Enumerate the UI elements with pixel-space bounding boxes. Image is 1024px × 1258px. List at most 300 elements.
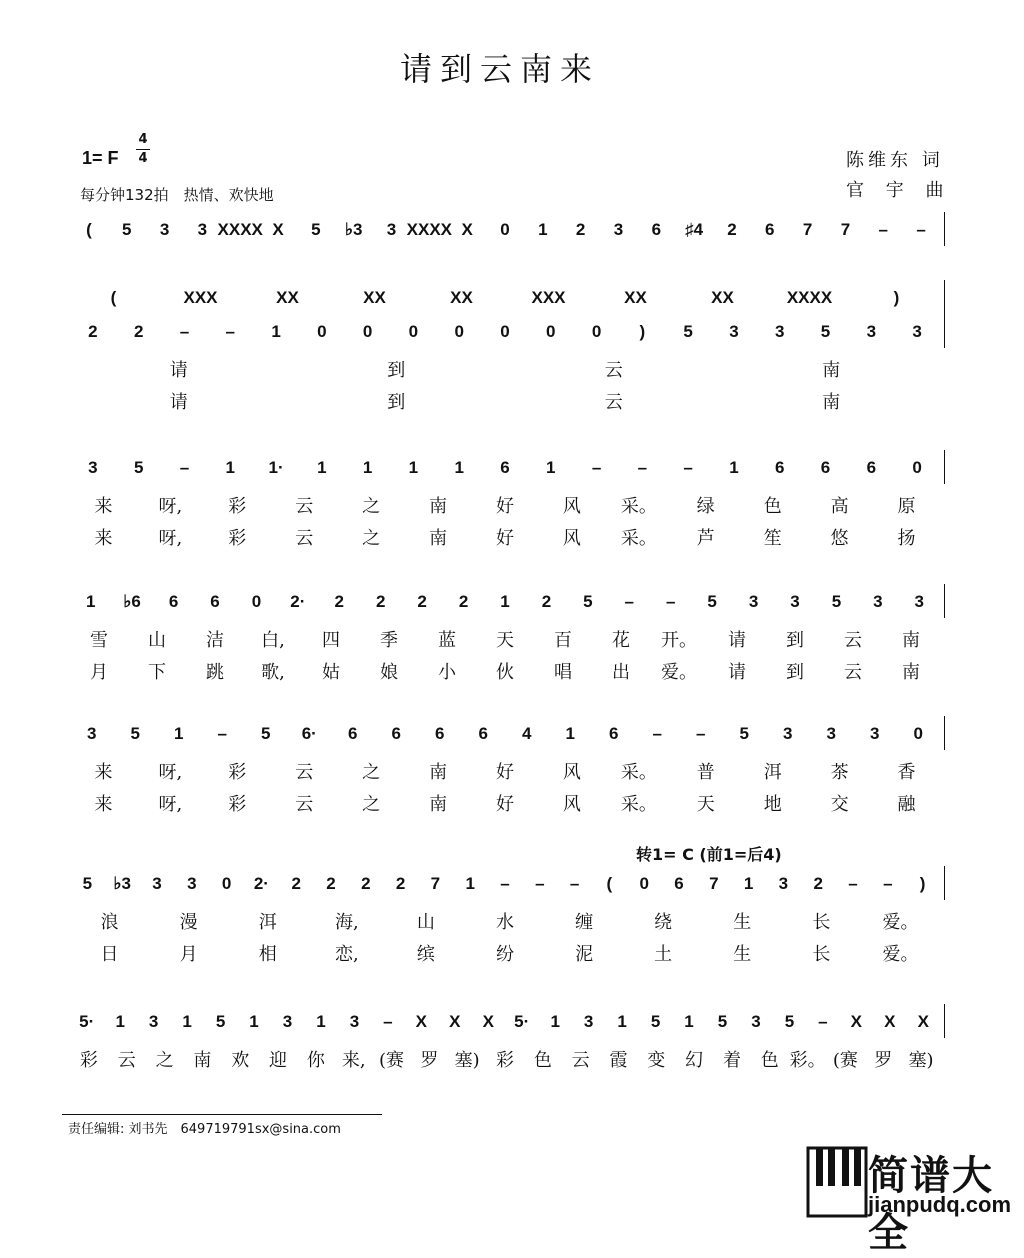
lyric: 采。 (620, 496, 657, 517)
note: – (683, 458, 693, 477)
footer-divider (62, 1114, 382, 1115)
note: 1 (182, 1012, 192, 1031)
page-title: 请到云南来 (399, 50, 600, 88)
lyric: 罗 (874, 1050, 893, 1071)
note: 3 (914, 592, 925, 611)
lyric: 云 (295, 528, 314, 549)
note: 3 (152, 874, 162, 893)
note: 3 (873, 592, 883, 611)
note: X (461, 220, 473, 239)
lyric: 南 (429, 496, 448, 517)
note: ♭3 (113, 874, 131, 893)
note: 3 (613, 220, 624, 239)
note: 1 (684, 1012, 694, 1031)
note: – (848, 874, 858, 893)
lyric: 采。 (620, 794, 657, 815)
lyric: 茶 (830, 762, 849, 783)
lyric: 出 (612, 662, 630, 683)
lyric: 之 (155, 1050, 174, 1071)
note: 4 (522, 724, 532, 743)
note: 6 (500, 458, 510, 477)
lyric: 高 (830, 496, 849, 517)
lyric: 长 (812, 944, 831, 965)
lyric: 到 (786, 630, 804, 651)
lyric: 来 (94, 762, 113, 783)
note: 1 (500, 592, 510, 611)
lyric: 融 (897, 794, 916, 815)
note: XX (711, 288, 734, 307)
note: 2 (133, 322, 144, 341)
lyric: 请 (728, 630, 746, 651)
note: 5 (261, 724, 271, 743)
lyric: 月 (179, 944, 198, 965)
lyric: 长 (812, 912, 831, 933)
lyric: 南 (822, 360, 841, 381)
lyric: 变 (647, 1050, 666, 1071)
note: 1 (408, 458, 419, 477)
note: 2 (375, 592, 386, 611)
note: X (272, 220, 284, 239)
note: 0 (408, 322, 419, 341)
note: 5 (311, 220, 321, 239)
note: 1 (225, 458, 235, 477)
lyric: 风 (562, 496, 581, 517)
lyric: 悠 (830, 528, 849, 549)
note: 1 (454, 458, 464, 477)
lyric: 彩 (228, 528, 247, 549)
lyric: 彩 (228, 794, 247, 815)
note: 3 (912, 322, 922, 341)
lyric: 云 (604, 392, 623, 413)
note: 5 (820, 322, 831, 341)
note: 0 (546, 322, 556, 341)
note: XX (276, 288, 299, 307)
note: X (415, 1012, 428, 1031)
note: – (665, 592, 676, 611)
note: XXX (531, 288, 566, 307)
note: ) (893, 288, 900, 307)
note: 5 (133, 458, 144, 477)
lyric: 请 (169, 392, 188, 413)
lyric: 采。 (620, 762, 657, 783)
lyricist: 陈维东 词 (846, 150, 944, 171)
lyric: 迎 (269, 1050, 288, 1071)
lyric: 生 (733, 944, 752, 965)
note: 6 (210, 592, 220, 611)
note: 7 (840, 220, 851, 239)
note: – (696, 724, 706, 743)
note: – (818, 1012, 828, 1031)
lyric: 爱。 (661, 662, 697, 683)
note: 6 (820, 458, 831, 477)
tempo-marking: 每分钟132拍 热情、欢快地 (80, 186, 274, 204)
lyric: 雪 (90, 630, 108, 651)
lyric: 姑 (322, 662, 340, 683)
note: 5 (831, 592, 842, 611)
barline (944, 716, 945, 750)
lyric: 塞) (454, 1050, 480, 1071)
lyric: 云 (295, 794, 314, 815)
note: 3 (349, 1012, 360, 1031)
lyric: 季 (380, 630, 398, 651)
note: 0 (913, 724, 923, 743)
lyric: 云 (295, 496, 314, 517)
lyric: 洱 (763, 762, 782, 783)
lyric: 伙 (496, 662, 514, 683)
lyric: 天 (496, 630, 514, 651)
note: 6 (478, 724, 488, 743)
lyric: 云 (844, 662, 862, 683)
note: X (449, 1012, 461, 1031)
note: 2 (727, 220, 737, 239)
lyric: 海, (334, 912, 359, 933)
lyric: 天 (696, 794, 715, 815)
note: – (179, 322, 190, 341)
note: 2 (334, 592, 345, 611)
lyric: 跳 (206, 662, 224, 683)
note: 6 (765, 220, 775, 239)
lyric: 爱。 (882, 912, 919, 933)
lyric: 霞 (609, 1050, 628, 1071)
note: XXXX (786, 288, 833, 307)
note: 3 (751, 1012, 761, 1031)
lyric: 请 (169, 360, 188, 381)
note: 1 (565, 724, 575, 743)
lyric: 百 (554, 630, 572, 651)
note: 6 (168, 592, 179, 611)
lyric: 爱。 (882, 944, 919, 965)
note: ) (639, 322, 646, 341)
lyric: 地 (763, 794, 782, 815)
note: 1 (362, 458, 373, 477)
lyric: 水 (496, 912, 514, 933)
lyric: 塞) (908, 1050, 934, 1071)
lyric: 风 (562, 794, 581, 815)
lyric: 彩 (228, 762, 247, 783)
note: 1 (317, 458, 327, 477)
lyric: 云 (117, 1050, 136, 1071)
lyric: 云 (295, 762, 314, 783)
lyric: 到 (387, 360, 406, 381)
note: 7 (802, 220, 813, 239)
lyric: 绕 (654, 912, 673, 933)
note: – (916, 220, 926, 239)
lyric: 呀, (158, 528, 183, 549)
lyric: 洱 (258, 912, 277, 933)
lyric: 云 (604, 360, 623, 381)
note: 6· (301, 724, 317, 743)
note: 6 (775, 458, 785, 477)
lyric: 彩 (228, 496, 247, 517)
note: 0 (912, 458, 922, 477)
note: X (917, 1012, 929, 1031)
note: XXXX (217, 220, 263, 239)
note: 3 (87, 724, 97, 743)
note: 5 (683, 322, 693, 341)
lyric: 南 (902, 630, 920, 651)
lyric: 风 (562, 762, 581, 783)
note: 6 (609, 724, 619, 743)
note: 2 (813, 874, 823, 893)
note: ( (86, 220, 92, 239)
lyric: 缤 (416, 944, 435, 965)
note: 3 (826, 724, 836, 743)
note: 1 (465, 874, 475, 893)
lyric: 好 (496, 794, 514, 815)
lyric: 欢 (231, 1050, 250, 1071)
lyric: 下 (148, 662, 166, 683)
note: 5 (82, 874, 93, 893)
lyric: 普 (696, 762, 715, 783)
note: – (637, 458, 648, 477)
note: ♭6 (123, 592, 141, 611)
note: XXXX (406, 220, 453, 239)
lyric: (赛 (832, 1050, 858, 1071)
note: 5 (650, 1012, 661, 1031)
note: 0 (500, 220, 510, 239)
note: X (850, 1012, 863, 1031)
note: 0 (591, 322, 602, 341)
lyric: 绿 (696, 496, 715, 517)
lyric: 扬 (897, 528, 916, 549)
lyric: 娘 (380, 662, 398, 683)
lyric: 色 (760, 1050, 779, 1071)
note: 3 (386, 220, 397, 239)
lyric: 幻 (685, 1050, 704, 1071)
lyric: 笙 (763, 528, 782, 549)
note: 3 (778, 874, 789, 893)
note: 3 (866, 322, 877, 341)
lyric: 开。 (661, 630, 697, 651)
note: – (535, 874, 545, 893)
note: – (652, 724, 662, 743)
barline (944, 314, 945, 348)
barline (944, 866, 945, 900)
note: 3 (159, 220, 170, 239)
note: 6 (866, 458, 877, 477)
lyric: 好 (496, 528, 514, 549)
note: 6 (435, 724, 445, 743)
note: – (591, 458, 602, 477)
note: 2 (88, 322, 98, 341)
lyric: 南 (429, 528, 448, 549)
note: 1 (538, 220, 548, 239)
note: – (500, 874, 510, 893)
footer-editor: 责任编辑: 刘书先 6497197​91sx@sina.com (68, 1122, 341, 1137)
note: – (624, 592, 635, 611)
note: 7 (709, 874, 719, 893)
lyric: 缠 (575, 912, 594, 933)
logo-url: jianpudq.com (868, 1192, 1011, 1217)
lyric: 纷 (496, 944, 514, 965)
lyric: 南 (429, 794, 448, 815)
lyric: 之 (362, 528, 381, 549)
lyric: 日 (100, 944, 119, 965)
note: 0 (500, 322, 510, 341)
note: 2 (541, 592, 552, 611)
note: – (179, 458, 190, 477)
note: 2 (291, 874, 301, 893)
note: ♭3 (344, 220, 363, 239)
lyric: 罗 (420, 1050, 439, 1071)
key-signature: 1= F (82, 148, 119, 168)
lyric: 彩 (496, 1050, 514, 1071)
lyric: 到 (387, 392, 406, 413)
lyric: 歌, (261, 662, 285, 683)
lyric: 唱 (554, 662, 572, 683)
lyric: 云 (571, 1050, 590, 1071)
note: 1 (729, 458, 739, 477)
note: 1 (316, 1012, 326, 1031)
lyric: 之 (362, 762, 381, 783)
lyric: 来 (94, 528, 113, 549)
lyric: 花 (612, 630, 630, 651)
note: 2 (361, 874, 371, 893)
lyric: 南 (902, 662, 920, 683)
meter-bottom: 4 (138, 151, 148, 166)
lyric: 漫 (179, 912, 198, 933)
lyric: 土 (654, 944, 673, 965)
note: 0 (362, 322, 373, 341)
note: 3 (187, 874, 197, 893)
lyric: 山 (416, 912, 435, 933)
note: ( (110, 288, 117, 307)
lyric: 南 (193, 1050, 212, 1071)
note: 6 (391, 724, 401, 743)
note: 5· (514, 1012, 530, 1031)
note: 5 (707, 592, 717, 611)
note: 1 (550, 1012, 560, 1031)
note: 6 (651, 220, 662, 239)
barline (944, 450, 945, 484)
meter-bar (136, 149, 150, 150)
lyric: 交 (830, 794, 849, 815)
note: 3 (870, 724, 880, 743)
note: – (878, 220, 888, 239)
note: 1 (617, 1012, 627, 1031)
note: 1· (268, 458, 284, 477)
lyric: 芦 (696, 528, 715, 549)
note: 3 (148, 1012, 159, 1031)
note: 5· (79, 1012, 95, 1031)
lyric: 南 (429, 762, 448, 783)
note: 2 (575, 220, 586, 239)
note: 3 (282, 1012, 293, 1031)
lyric: 生 (733, 912, 752, 933)
lyric: 色 (533, 1050, 552, 1071)
barline (944, 1004, 945, 1038)
lyric: 原 (897, 496, 916, 517)
lyric: 白, (261, 630, 285, 651)
lyric: (赛 (379, 1050, 405, 1071)
note: 0 (221, 874, 232, 893)
note: 5 (784, 1012, 795, 1031)
lyric: 泥 (575, 944, 594, 965)
lyric: 之 (362, 794, 381, 815)
note: 5 (717, 1012, 728, 1031)
note: 1 (546, 458, 556, 477)
lyric: 南 (822, 392, 841, 413)
note: 5 (130, 724, 140, 743)
note: 3 (197, 220, 208, 239)
note: 2· (253, 874, 269, 893)
note: X (884, 1012, 896, 1031)
barline (944, 584, 945, 618)
note: 5 (122, 220, 132, 239)
note: ) (919, 874, 926, 893)
lyric: 到 (786, 662, 804, 683)
time-signature (136, 132, 150, 167)
note: 3 (783, 724, 793, 743)
lyric: 来 (94, 496, 113, 517)
note: – (225, 322, 235, 341)
lyric: 风 (562, 528, 581, 549)
note: 2 (458, 592, 469, 611)
note: 3 (88, 458, 98, 477)
lyric: 呀, (158, 794, 183, 815)
note: 3 (790, 592, 800, 611)
lyric: 你 (306, 1050, 325, 1071)
note: XX (450, 288, 473, 307)
lyric: 彩。 (789, 1050, 826, 1071)
lyric: 云 (844, 630, 862, 651)
note: 1 (743, 874, 754, 893)
meter-top: 4 (138, 132, 148, 147)
lyric: 小 (438, 662, 456, 683)
composer: 官 宇 曲 (846, 180, 952, 201)
note: 2· (290, 592, 306, 611)
lyric: 之 (362, 496, 381, 517)
note: X (482, 1012, 494, 1031)
lyric: 月 (90, 662, 108, 683)
note: 0 (454, 322, 464, 341)
note: 1 (249, 1012, 259, 1031)
lyric: 相 (258, 944, 277, 965)
note: 1 (85, 592, 96, 611)
note: 2 (326, 874, 336, 893)
note: 0 (251, 592, 262, 611)
logo-text: 简谱大全 (868, 1153, 994, 1256)
lyric: 恋, (334, 944, 359, 965)
note: ( (606, 874, 613, 893)
note: 3 (775, 322, 785, 341)
note: 2 (417, 592, 427, 611)
lyric: 来, (341, 1050, 366, 1071)
note: XX (624, 288, 647, 307)
lyric: 着 (722, 1050, 741, 1071)
barline (944, 212, 945, 246)
modulation-marking: 转1= C (前1=后4) (636, 845, 782, 864)
barline (944, 280, 945, 314)
note: 5 (739, 724, 749, 743)
lyric: 呀, (158, 762, 183, 783)
note: 3 (729, 322, 739, 341)
note: XX (363, 288, 386, 307)
lyric: 采。 (620, 528, 657, 549)
note: 3 (583, 1012, 594, 1031)
note: 1 (271, 322, 281, 341)
note: 5 (215, 1012, 226, 1031)
lyric: 好 (496, 762, 514, 783)
note: 2 (395, 874, 406, 893)
lyric: 蓝 (438, 630, 456, 651)
note: – (569, 874, 580, 893)
note: 6 (348, 724, 358, 743)
note: 5 (583, 592, 593, 611)
note: – (383, 1012, 393, 1031)
note: – (883, 874, 893, 893)
note: 1 (174, 724, 184, 743)
